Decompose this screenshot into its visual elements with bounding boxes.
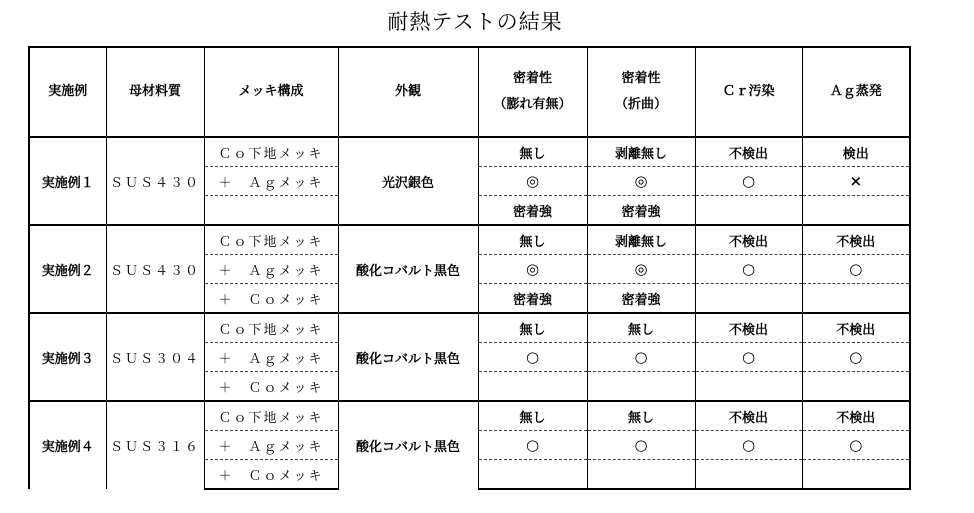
cr-contamination-cell: ○ — [695, 343, 802, 372]
base-material-cell: ＳＵＳ４３０ — [106, 225, 204, 313]
adhesion-bend-cell: ○ — [587, 343, 695, 372]
plating-cell: ＋ Ｃｏメッキ — [204, 284, 338, 314]
ag-evaporation-cell: ○ — [802, 431, 910, 460]
cr-contamination-cell — [695, 372, 802, 402]
adhesion-blister-cell — [478, 460, 587, 490]
cr-contamination-cell — [695, 196, 802, 226]
header-adhesion-blister-l1: 密着性 — [512, 71, 552, 86]
plating-cell: Ｃｏ下地メッキ — [204, 401, 338, 431]
ag-evaporation-cell: × — [802, 167, 910, 196]
table-row — [29, 401, 910, 431]
adhesion-blister-cell: ◎ — [478, 255, 587, 284]
plating-cell: Ｃｏ下地メッキ — [204, 225, 338, 255]
adhesion-bend-cell: ◎ — [587, 167, 695, 196]
plating-cell: ＋ Ａｇメッキ — [204, 167, 338, 196]
ag-evaporation-cell: 不検出 — [802, 225, 910, 255]
adhesion-blister-cell — [478, 372, 587, 402]
ag-evaporation-cell: ○ — [802, 343, 910, 372]
plating-cell — [204, 196, 338, 226]
table-row — [29, 137, 910, 167]
adhesion-bend-cell: 剥離無し — [587, 225, 695, 255]
base-material-cell: ＳＵＳ３１６ — [106, 401, 204, 489]
appearance-cell: 酸化コバルト黒色 — [338, 225, 478, 313]
header-adhesion-bend-l1: 密着性 — [621, 71, 661, 86]
cr-contamination-cell: ○ — [695, 167, 802, 196]
cr-contamination-cell: 不検出 — [695, 401, 802, 431]
adhesion-blister-cell: 無し — [478, 225, 587, 255]
adhesion-bend-cell: 無し — [587, 313, 695, 343]
ag-evaporation-cell: 検出 — [802, 137, 910, 167]
ag-evaporation-cell — [802, 196, 910, 226]
cr-contamination-cell: ○ — [695, 255, 802, 284]
adhesion-bend-cell: 密着強 — [587, 196, 695, 226]
base-material-cell: ＳＵＳ４３０ — [106, 137, 204, 225]
example-cell: 実施例４ — [29, 401, 106, 489]
adhesion-blister-cell: ○ — [478, 431, 587, 460]
table-row — [29, 313, 910, 343]
header-adhesion-bend-l2: （折曲） — [614, 97, 667, 112]
adhesion-bend-cell: ○ — [587, 431, 695, 460]
ag-evaporation-cell — [802, 284, 910, 314]
cr-contamination-cell — [695, 284, 802, 314]
ag-evaporation-cell — [802, 460, 910, 490]
header-adhesion-bend — [587, 47, 695, 137]
plating-cell: ＋ Ｃｏメッキ — [204, 460, 338, 490]
cr-contamination-cell: ○ — [695, 431, 802, 460]
cr-contamination-cell: 不検出 — [695, 137, 802, 167]
appearance-cell: 光沢銀色 — [338, 137, 478, 225]
plating-cell: ＋ Ａｇメッキ — [204, 343, 338, 372]
adhesion-bend-cell: 無し — [587, 401, 695, 431]
header-row — [29, 47, 910, 137]
example-cell: 実施例３ — [29, 313, 106, 401]
cr-contamination-cell: 不検出 — [695, 225, 802, 255]
ag-evaporation-cell: 不検出 — [802, 401, 910, 431]
appearance-cell: 酸化コバルト黒色 — [338, 401, 478, 489]
header-plating: メッキ構成 — [204, 47, 338, 137]
adhesion-bend-cell: 密着強 — [587, 284, 695, 314]
header-adhesion-blister-l2: （膨れ有無） — [493, 97, 572, 112]
plating-cell: ＋ Ａｇメッキ — [204, 255, 338, 284]
header-example: 実施例 — [29, 47, 106, 137]
adhesion-bend-cell — [587, 460, 695, 490]
adhesion-blister-cell: 無し — [478, 401, 587, 431]
adhesion-blister-cell: ◎ — [478, 167, 587, 196]
header-ag-evaporation: Ａｇ蒸発 — [802, 47, 910, 137]
plating-cell: ＋ Ｃｏメッキ — [204, 372, 338, 402]
adhesion-bend-cell — [587, 372, 695, 402]
plating-cell: Ｃｏ下地メッキ — [204, 313, 338, 343]
adhesion-blister-cell: 無し — [478, 137, 587, 167]
adhesion-bend-cell: ◎ — [587, 255, 695, 284]
header-appearance: 外観 — [338, 47, 478, 137]
adhesion-blister-cell: 密着強 — [478, 284, 587, 314]
example-cell: 実施例２ — [29, 225, 106, 313]
cr-contamination-cell — [695, 460, 802, 490]
adhesion-bend-cell: 剥離無し — [587, 137, 695, 167]
table-body — [29, 47, 910, 489]
plating-cell: Ｃｏ下地メッキ — [204, 137, 338, 167]
header-adhesion-blister — [478, 47, 587, 137]
ag-evaporation-cell: 不検出 — [802, 313, 910, 343]
adhesion-blister-cell: ○ — [478, 343, 587, 372]
header-base-material: 母材料質 — [106, 47, 204, 137]
results-table — [28, 46, 911, 490]
ag-evaporation-cell: ○ — [802, 255, 910, 284]
appearance-cell: 酸化コバルト黒色 — [338, 313, 478, 401]
ag-evaporation-cell — [802, 372, 910, 402]
table-row — [29, 225, 910, 255]
cr-contamination-cell: 不検出 — [695, 313, 802, 343]
base-material-cell: ＳＵＳ３０４ — [106, 313, 204, 401]
adhesion-blister-cell: 無し — [478, 313, 587, 343]
header-cr-contamination: Ｃｒ汚染 — [695, 47, 802, 137]
adhesion-blister-cell: 密着強 — [478, 196, 587, 226]
page-title: 耐熱テストの結果 — [387, 10, 563, 34]
plating-cell: ＋ Ａｇメッキ — [204, 431, 338, 460]
example-cell: 実施例１ — [29, 137, 106, 225]
